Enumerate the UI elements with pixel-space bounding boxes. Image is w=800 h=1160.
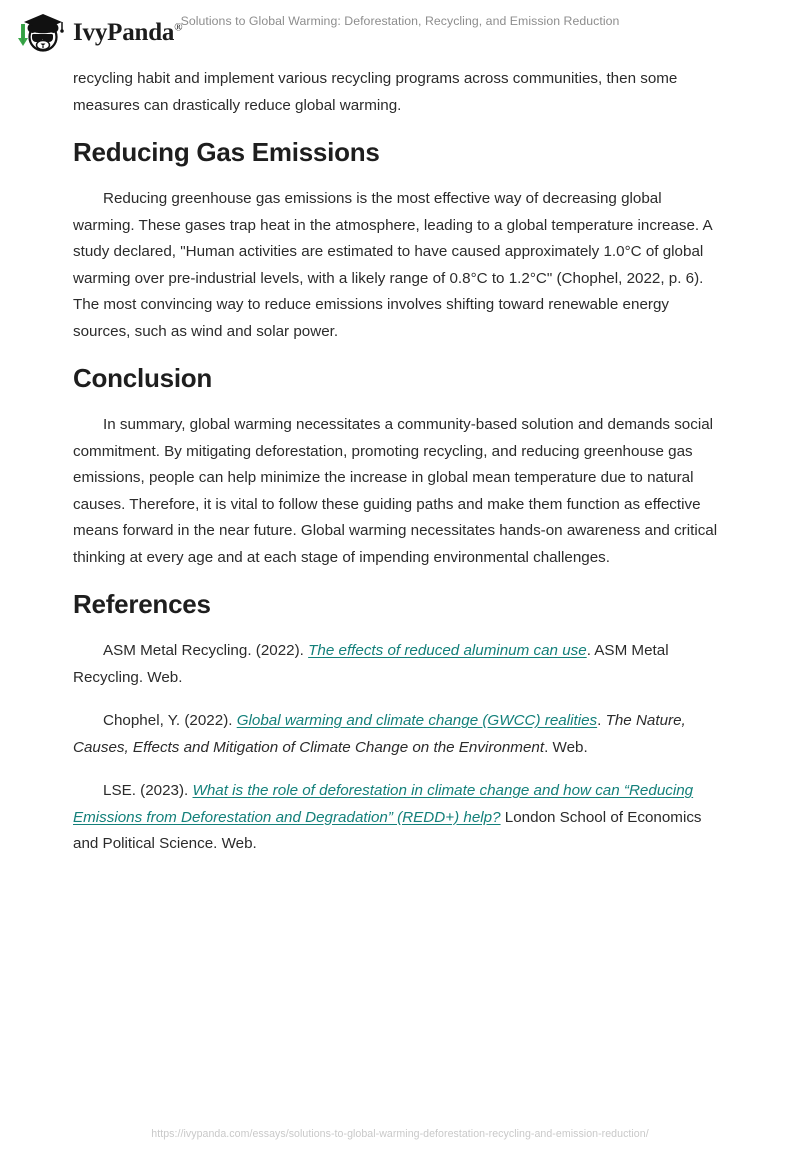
document-content: [73, 66, 721, 875]
continued-paragraph: recycling habit and implement various recycling programs across communities, then some measures can drastically reduce global warming.: [73, 70, 678, 114]
section-heading-references: References: [73, 589, 211, 619]
section-paragraph-reducing-gas-emissions: Reducing greenhouse gas emissions is the most effective way of decreasing global warming. These gases trap heat in the atmosphere, leading to a global temperature increase. A study declared, "Human activities are estimated to have caused approximately 1.0°C of global warming over pre-industrial levels, with a likely range of 0.8°C to 1.2°C" (Chophel, 2022, p. 6). The most convincing way to reduce emissions involves shifting toward renewable energy sources, such as wind and solar power.: [73, 190, 712, 340]
reference-suffix: . Web.: [544, 738, 588, 756]
reference-prefix: ASM Metal Recycling. (2022).: [103, 642, 309, 659]
brand-name-text: IvyPanda: [73, 18, 175, 46]
section-heading-reducing-gas-emissions: Reducing Gas Emissions: [73, 137, 380, 167]
reference-item: [73, 778, 721, 858]
reference-prefix: Chophel, Y. (2022).: [103, 712, 237, 729]
section-paragraph-conclusion: In summary, global warming necessitates a community-based solution and demands social commitment. By mitigating deforestation, promoting recycling, and reducing greenhouse gas emissions, people can help minimize the increase in global mean temperature due to natural causes. Therefore, it is vital to follow these guiding paths and make them function as effective means forward in the near future. Global warming necessitates hands-on awareness and critical thinking at every age and at each stage of impending environmental challenges.: [73, 416, 718, 566]
reference-middle: . ASM Metal Recycling. Web.: [73, 642, 669, 686]
reference-item: [73, 638, 721, 691]
reference-middle: London School of Economics and Political Science. Web.: [73, 808, 702, 852]
reference-link[interactable]: The effects of reduced aluminum can use: [308, 642, 587, 659]
reference-prefix: LSE. (2023).: [103, 782, 193, 799]
registered-trademark-symbol: ®: [174, 21, 183, 34]
page-header: [0, 0, 800, 62]
reference-italic-source: The Nature, Causes, Effects and Mitigation of Climate Change on the Environment: [73, 712, 686, 756]
reference-link[interactable]: What is the role of deforestation in climate change and how can “Reducing Emissions from Deforestation and Degradation” (REDD+) help?: [73, 782, 694, 826]
reference-middle: .: [597, 712, 606, 729]
section-heading-conclusion: Conclusion: [73, 363, 213, 393]
footer-source-url[interactable]: https://ivypanda.com/essays/solutions-to-global-warming-deforestation-recycling-and-emission-reduction/: [151, 1128, 649, 1140]
document-title: Solutions to Global Warming: Deforestation, Recycling, and Emission Reduction: [180, 14, 620, 28]
reference-item: [73, 708, 721, 761]
reference-link[interactable]: Global warming and climate change (GWCC) realities: [236, 712, 598, 729]
